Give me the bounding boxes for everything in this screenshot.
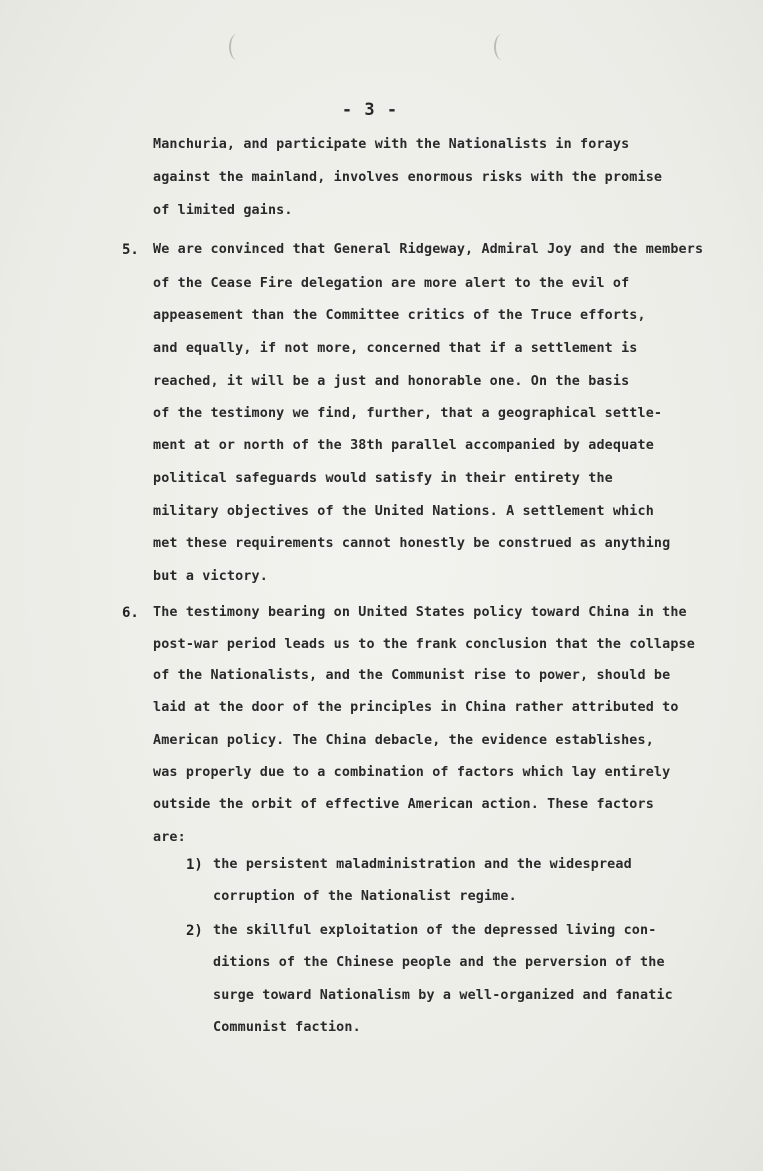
text-line: ditions of the Chinese people and the perversion of the [213, 955, 665, 970]
text-line: outside the orbit of effective American action. These factors [153, 797, 654, 812]
text-line: ment at or north of the 38th parallel accompanied by adequate [153, 438, 654, 453]
text-line: military objectives of the United Nations. A settlement which [153, 504, 654, 519]
text-line: surge toward Nationalism by a well-organized and fanatic [213, 988, 673, 1003]
text-line: and equally, if not more, concerned that if a settlement is [153, 341, 638, 356]
text-line: Manchuria, and participate with the Nationalists in forays [153, 137, 630, 152]
text-line: of limited gains. [153, 203, 293, 218]
text-line: of the Nationalists, and the Communist rise to power, should be [153, 668, 671, 683]
text-line: Communist faction. [213, 1020, 361, 1035]
subitem-number: 1) [186, 857, 203, 873]
text-line: American policy. The China debacle, the evidence establishes, [153, 733, 654, 748]
text-line: political safeguards would satisfy in their entirety the [153, 471, 613, 486]
punch-hole-mark [494, 34, 510, 60]
page-number: - 3 - [341, 100, 399, 120]
text-line: of the testimony we find, further, that a geographical settle- [153, 406, 663, 421]
text-line: the persistent maladministration and the widespread [213, 857, 632, 872]
punch-hole-mark [229, 34, 245, 60]
text-line: post-war period leads us to the frank conclusion that the collapse [153, 637, 695, 652]
text-line: reached, it will be a just and honorable one. On the basis [153, 374, 630, 389]
item-number: 5. [122, 242, 139, 258]
text-line: the skillful exploitation of the depressed living con- [213, 923, 657, 938]
text-line: against the mainland, involves enormous risks with the promise [153, 170, 663, 185]
text-line: of the Cease Fire delegation are more alert to the evil of [153, 276, 630, 291]
text-line: laid at the door of the principles in China rather attributed to [153, 700, 679, 715]
text-line: corruption of the Nationalist regime. [213, 889, 517, 904]
text-line: The testimony bearing on United States policy toward China in the [153, 605, 687, 620]
text-line: was properly due to a combination of factors which lay entirely [153, 765, 671, 780]
text-line: appeasement than the Committee critics of the Truce efforts, [153, 308, 646, 323]
subitem-number: 2) [186, 923, 203, 939]
text-line: We are convinced that General Ridgeway, Admiral Joy and the members [153, 242, 704, 257]
text-line: but a victory. [153, 569, 268, 584]
text-line: are: [153, 830, 186, 845]
text-line: met these requirements cannot honestly be construed as anything [153, 536, 671, 551]
item-number: 6. [122, 605, 139, 621]
